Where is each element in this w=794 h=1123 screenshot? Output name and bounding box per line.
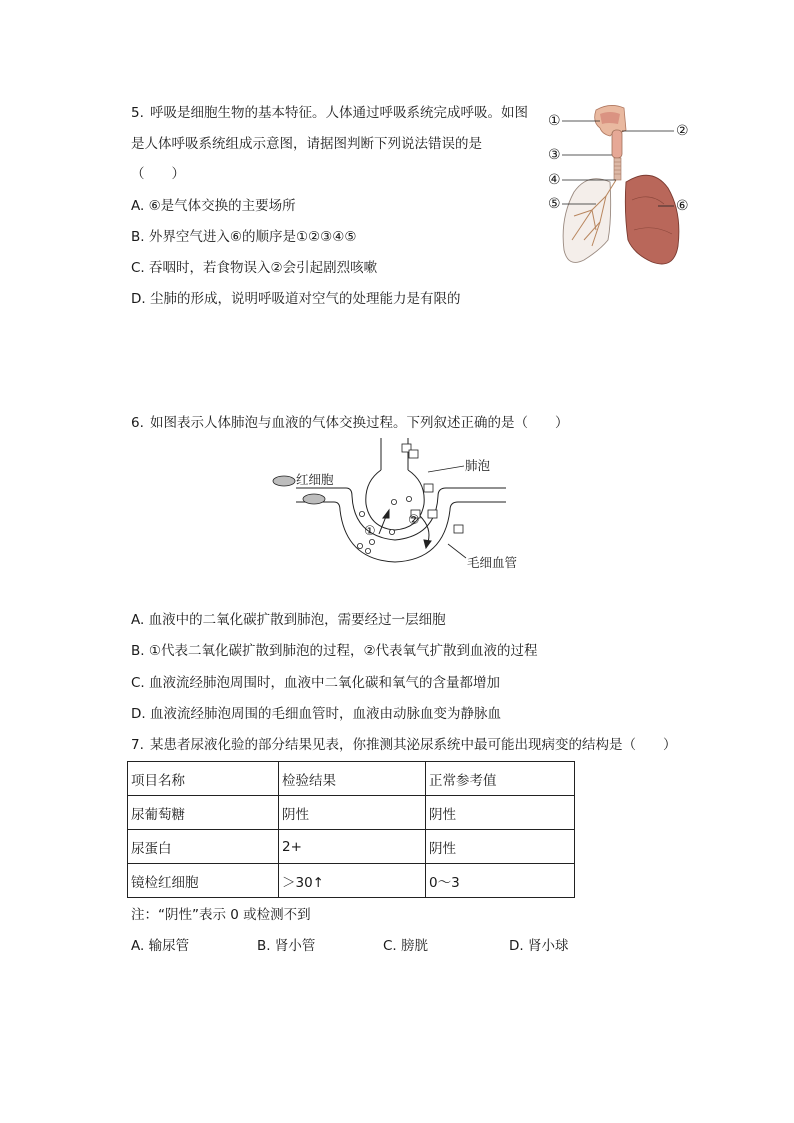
q5-blank: （ ） [131,166,185,182]
q6-label-arrow1: ① [364,524,376,539]
q6-label-capillary: 毛细血管 [467,555,518,570]
urinalysis-table [127,761,575,898]
q5-number: 5. [131,105,144,121]
table-cell: 阴性 [426,796,575,830]
table-cell: 镜检红细胞 [128,864,279,898]
q5-fig-label-3: ③ [548,147,561,163]
table-cell: 阴性 [279,796,426,830]
q5-fig-label-2: ② [676,123,689,139]
table-row [128,796,575,830]
q5-option-d: D. 尘肺的形成，说明呼吸道对空气的处理能力是有限的 [131,291,461,307]
table-row [128,830,575,864]
q5-fig-label-6: ⑥ [676,198,689,214]
q6-label-arrow2: ② [408,513,420,528]
q5-option-a: A. ⑥是气体交换的主要场所 [131,198,296,214]
q5-fig-label-4: ④ [548,172,561,188]
q7-option-a: A. 输尿管 [131,938,190,954]
table-cell: ＞30↑ [279,864,426,898]
q5-fig-label-5: ⑤ [548,196,561,212]
q6-option-c: C. 血液流经肺泡周围时，血液中二氧化碳和氧气的含量都增加 [131,675,501,691]
q7-number: 7. [131,737,144,753]
q6-label-red-cell: 红细胞 [296,472,334,487]
table-header-row [128,762,575,796]
q6-stem: 如图表示人体肺泡与血液的气体交换过程。下列叙述正确的是（ ） [150,415,569,431]
table-cell: 阴性 [426,830,575,864]
table-cell: 2+ [279,830,426,864]
table-cell: 尿葡萄糖 [128,796,279,830]
table-header-cell: 正常参考值 [426,762,575,796]
q7-option-d: D. 肾小球 [509,938,569,954]
q5-option-c: C. 吞咽时，若食物误入②会引起剧烈咳嗽 [131,260,378,276]
table-header-cell: 项目名称 [128,762,279,796]
q6-option-a: A. 血液中的二氧化碳扩散到肺泡，需要经过一层细胞 [131,612,446,628]
q5-fig-label-1: ① [548,113,561,129]
q6-option-b: B. ①代表二氧化碳扩散到肺泡的过程，②代表氧气扩散到血液的过程 [131,643,538,659]
table-row [128,864,575,898]
q7-note: 注：“阴性”表示 0 或检测不到 [131,907,311,923]
q6-number: 6. [131,415,144,431]
table-cell: 尿蛋白 [128,830,279,864]
q6-option-d: D. 血液流经肺泡周围的毛细血管时，血液由动脉血变为静脉血 [131,706,501,722]
q5-stem-line2: 是人体呼吸系统组成示意图，请据图判断下列说法错误的是 [131,136,482,152]
q7-option-c: C. 膀胱 [383,938,429,954]
q7-option-b: B. 肾小管 [257,938,316,954]
q5-stem-line1: 呼吸是细胞生物的基本特征。人体通过呼吸系统完成呼吸。如图 [150,105,528,121]
q7-stem: 某患者尿液化验的部分结果见表，你推测其泌尿系统中最可能出现病变的结构是（ ） [150,737,677,753]
q5-option-b: B. 外界空气进入⑥的顺序是①②③④⑤ [131,229,357,245]
table-header-cell: 检验结果 [279,762,426,796]
table-cell: 0～3 [426,864,575,898]
q6-label-alveolus: 肺泡 [465,458,491,473]
